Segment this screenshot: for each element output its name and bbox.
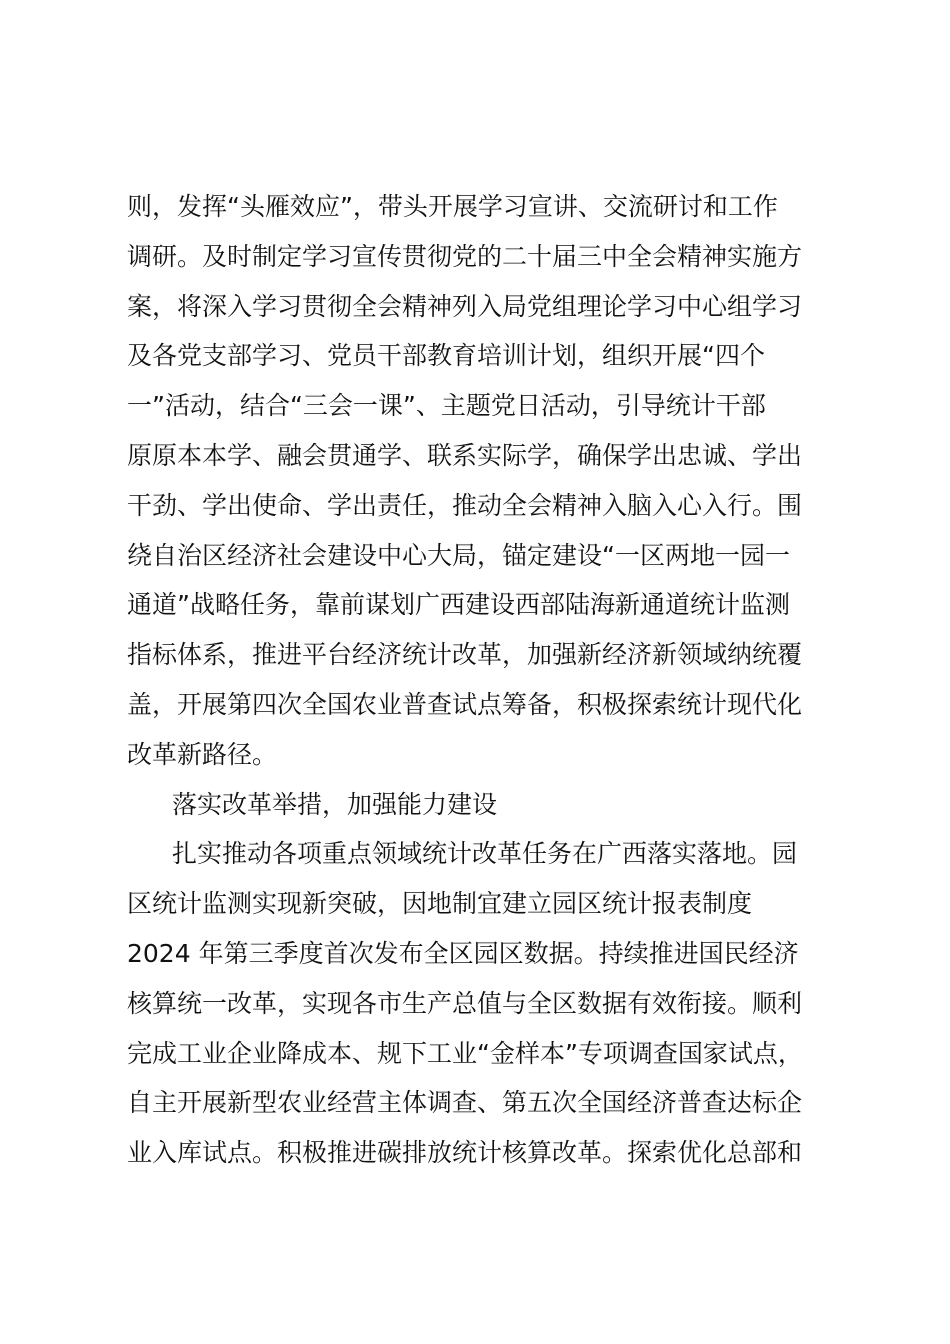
text-line: 调研。及时制定学习宣传贯彻党的二十届三中全会精神实施方: [127, 241, 803, 271]
text-line: 盖，开展第四次全国农业普查试点筹备，积极探索统计现代化: [127, 689, 803, 719]
text-line: 完成工业企业降成本、规下工业“金样本”专项调查国家试点，: [127, 1038, 803, 1068]
text-line: 指标体系，推进平台经济统计改革，加强新经济新领域纳统覆: [127, 640, 803, 670]
paragraph-reform-measures: [127, 829, 887, 1178]
text-line: 案，将深入学习贯彻全会精神列入局党组理论学习中心组学习: [127, 291, 803, 321]
text-line: 业入库试点。积极推进碳排放统计核算改革。探索优化总部和: [127, 1138, 803, 1168]
paragraph-reform-study: [127, 182, 887, 780]
text-line: 自主开展新型农业经营主体调查、第五次全国经济普查达标企: [127, 1088, 803, 1118]
text-line: 2024 年第三季度首次发布全区园区数据。持续推进国民经济: [127, 938, 799, 968]
text-line: 扎实推动各项重点领域统计改革任务在广西落实落地。园: [172, 839, 798, 869]
text-line: 干劲、学出使命、学出责任，推动全会精神入脑入心入行。围: [127, 490, 803, 520]
text-line: 区统计监测实现新突破，因地制宜建立园区统计报表制度: [127, 889, 753, 919]
text-line: 核算统一改革，实现各市生产总值与全区数据有效衔接。顺利: [127, 988, 803, 1018]
text-line: 及各党支部学习、党员干部教育培训计划，组织开展“四个: [127, 341, 765, 371]
text-line: 通道”战略任务，靠前谋划广西建设西部陆海新通道统计监测: [127, 590, 790, 620]
section-heading: 落实改革举措，加强能力建设: [172, 789, 498, 819]
text-line: 原原本本学、融会贯通学、联系实际学，确保学出忠诚、学出: [127, 440, 803, 470]
text-line: 则，发挥“头雁效应”，带头开展学习宣讲、交流研讨和工作: [127, 192, 778, 221]
document-body: [127, 182, 887, 1178]
text-line: 一”活动，结合“三会一课”、主题党日活动，引导统计干部: [127, 391, 766, 421]
text-line: 改革新路径。: [127, 739, 278, 769]
text-line: 绕自治区经济社会建设中心大局，锚定建设“一区两地一园一: [127, 540, 790, 570]
